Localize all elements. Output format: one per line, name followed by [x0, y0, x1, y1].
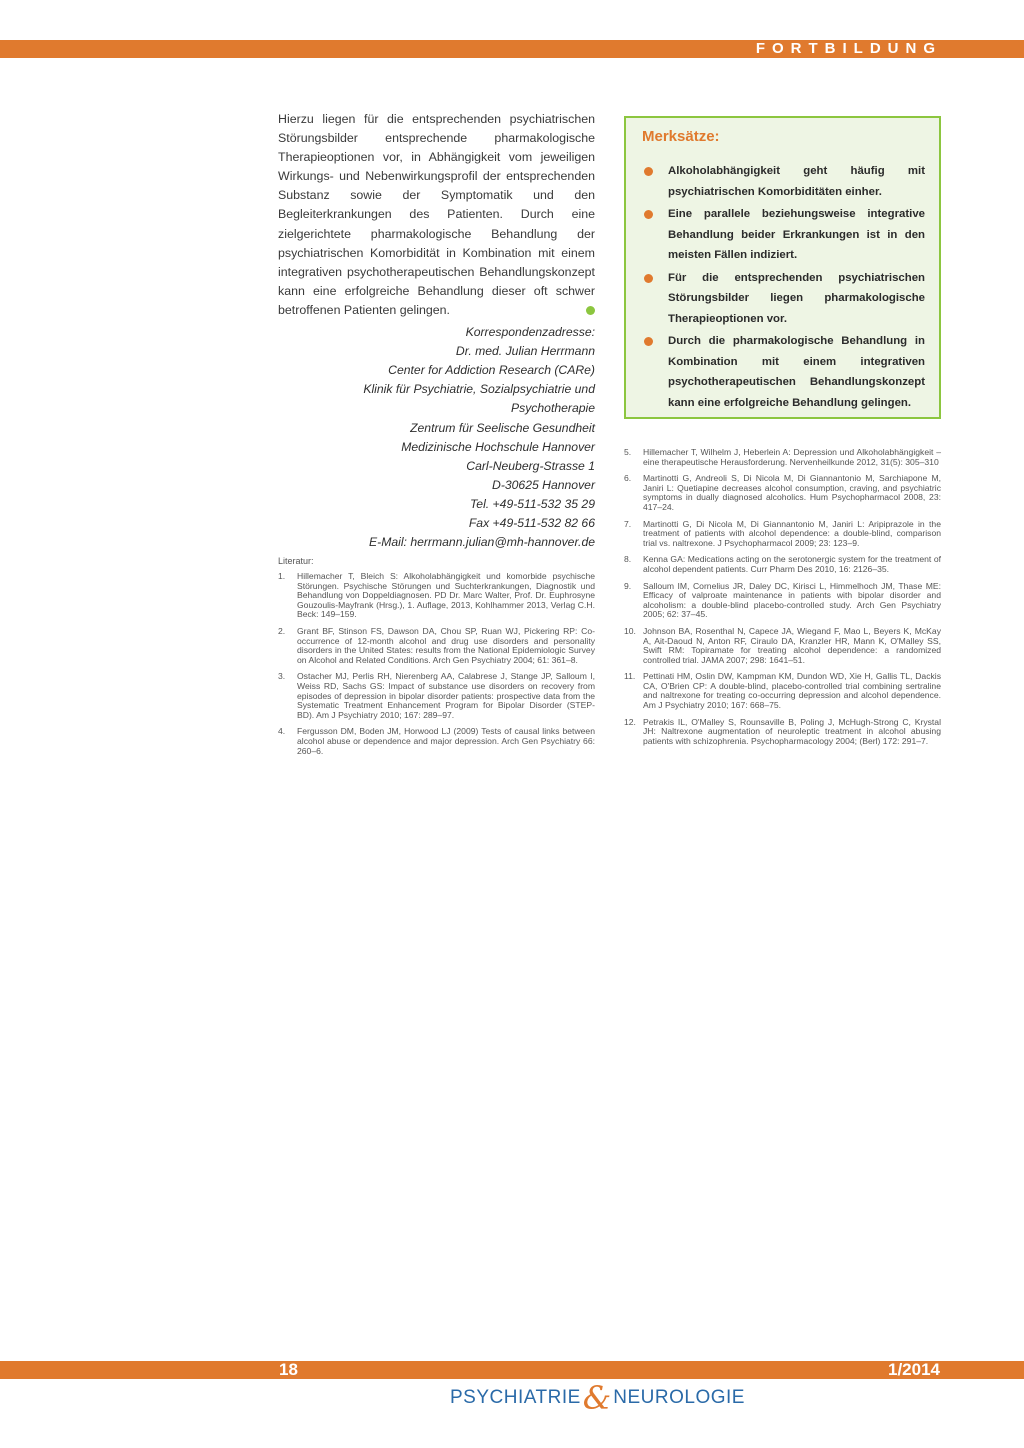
reference-item — [278, 727, 595, 756]
journal-name-left: PSYCHIATRIE — [450, 1387, 581, 1408]
merksatz-text: Alkoholabhängigkeit geht häufig mit psychiatrischen Komorbiditäten einher. — [668, 165, 925, 198]
merksatz-text: Durch die pharmakologische Behandlung in Kombination mit einem integrativen psychotherapeutischen Behandlungskonzept kann eine erfolgreiche Behandlung gelingen. — [668, 335, 925, 409]
merksatz-item — [642, 331, 925, 413]
body-paragraph — [278, 110, 595, 320]
reference-text: Salloum IM, Cornelius JR, Daley DC, Kirisci L, Himmelhoch JM, Thase ME: Efficacy of valproate maintenance in patients with bipolar disorder and alcoholism: a double-blind placebo-controlled study. Arch Gen Psychiatry 2005; 62: 37–45. — [643, 580, 941, 620]
reference-text: Hillemacher T, Bleich S: Alkoholabhängigkeit und komorbide psychische Störungen. Psychische Störungen und Suchterkrankungen, Diagnostik und Behandlung von Doppeldiagnosen. PD Dr. Marc Walter, Prof. Dr. Euphrosyne Gouzoulis-Mayfrank (Hrsg.), 1. Auflage, 2013, Kohlhammer 2013, Verlag C.H. Beck: 149–159. — [297, 571, 595, 620]
merksatz-item — [642, 204, 925, 266]
references-left — [278, 572, 595, 763]
reference-number: 9. — [624, 580, 632, 591]
merksatz-text: Eine parallele beziehungsweise integrative Behandlung beider Erkrankungen ist in den meisten Fällen indiziert. — [668, 208, 925, 261]
reference-item — [624, 582, 941, 620]
reference-number: 2. — [278, 625, 286, 636]
reference-text: Ostacher MJ, Perlis RH, Nierenberg AA, Calabrese J, Stange JP, Salloum I, Weiss RD, Sachs GS: Impact of substance use disorders on recovery from episodes of depression in bipolar disorder patients: prospective data from the Systematic Treatment Enhancement Program for Bipolar Disorder (STEP-BD). Am J Psychiatry 2010; 167: 289–97. — [297, 671, 595, 720]
reference-text: Grant BF, Stinson FS, Dawson DA, Chou SP, Ruan WJ, Pickering RP: Co-occurrence of 12-month alcohol and drug use disorders and personality disorders in the United States: results from the National Epidemiologic Survey on Alcohol and Related Conditions. Arch Gen Psychiatry 2004; 61: 361–8. — [297, 625, 595, 665]
ampersand-glyph: & — [582, 1379, 612, 1417]
issue-number: 1/2014 — [888, 1360, 940, 1379]
reference-number: 3. — [278, 671, 286, 682]
reference-number: 6. — [624, 473, 632, 484]
reference-number: 10. — [624, 625, 636, 636]
reference-number: 11. — [624, 671, 636, 682]
reference-number: 1. — [278, 571, 286, 581]
reference-number: 12. — [624, 716, 636, 727]
main-column — [278, 110, 595, 552]
merksatz-text: Für die entsprechenden psychiatrischen Störungsbilder liegen pharmakologische Therapieoptionen vor. — [668, 271, 925, 325]
reference-text: Kenna GA: Medications acting on the serotonergic system for the treatment of alcohol dependent patients. Curr Pharm Des 2010, 16: 2126–35. — [643, 554, 941, 574]
reference-item — [624, 555, 941, 574]
footer-bar — [0, 1361, 1024, 1379]
address-line: Zentrum für Seelische Gesundheit — [410, 420, 595, 435]
merksatz-item — [642, 268, 925, 330]
reference-item — [278, 672, 595, 720]
end-bullet-icon — [586, 306, 595, 315]
section-label: FORTBILDUNG — [755, 40, 942, 57]
reference-text: Fergusson DM, Boden JM, Horwood LJ (2009) Tests of causal links between alcohol abuse or dependence and major depression. Arch Gen Psychiatry 66: 260–6. — [297, 726, 595, 756]
address-line: Fax +49-511-532 82 66 — [468, 515, 595, 530]
address-line: Dr. med. Julian Herrmann — [455, 344, 595, 359]
references-heading: Literatur: — [278, 556, 314, 566]
page-number: 18 — [279, 1360, 298, 1379]
bullet-icon — [644, 274, 653, 283]
header-bar — [0, 40, 1024, 58]
journal-name-right: NEUROLOGIE — [613, 1387, 745, 1408]
reference-text: Johnson BA, Rosenthal N, Capece JA, Wiegand F, Mao L, Beyers K, McKay A, Ait-Daoud N, Anton RF, Ciraulo DA, Kranzler HR, Mann K, O'Malley SS, Swift RM: Topiramate for treating alcohol dependence: a randomized controlled trial. JAMA 2007; 298: 1641–51. — [643, 625, 941, 665]
reference-item — [624, 474, 941, 512]
address-line: Medizinische Hochschule Hannover — [401, 439, 595, 454]
reference-number: 7. — [624, 518, 632, 529]
body-text: Hierzu liegen für die entsprechenden psychiatrischen Störungsbilder entsprechende pharmakologische Therapieoptionen vor, in Abhängigkeit vom jeweiligen Wirkungs- und Nebenwirkungsprofil der entsprechenden Substanz sowie der Symptomatik und den Begleiterkrankungen des Patienten. Durch eine zielgerichtete pharmakologische Behandlung der psychiatrischen Komorbidität in Kombination mit einem integrativen psychotherapeutischen Behandlungskonzept kann eine erfolgreiche Behandlung dieser oft schwer betroffenen Patienten gelingen. — [278, 112, 595, 317]
reference-text: Martinotti G, Andreoli S, Di Nicola M, Di Giannantonio M, Sarchiapone M, Janiri L: Quetiapine decreases alcohol consumption, craving, and psychiatric symptoms in dually diagnosed alcoholics. Hum Psychopharmacol 2008, 23: 417–24. — [643, 473, 941, 512]
bullet-icon — [644, 337, 653, 346]
address-line: Center for Addiction Research (CARe) — [388, 363, 595, 378]
reference-number: 8. — [624, 554, 632, 565]
reference-item — [278, 572, 595, 620]
reference-item — [624, 672, 941, 710]
reference-text: Pettinati HM, Oslin DW, Kampman KM, Dundon WD, Xie H, Gallis TL, Dackis CA, O'Brien CP: A double-blind, placebo-controlled trial combining sertraline and naltrexone for treating co-occurring depression and alcohol dependence. Am J Psychiatry 2010; 167: 668–75. — [643, 671, 941, 711]
address-line: Klinik für Psychiatrie, Sozialpsychiatrie und Psychotherapie — [363, 382, 595, 416]
address-line: D-30625 Hannover — [492, 477, 595, 492]
reference-item — [624, 627, 941, 665]
merksaetze-box — [624, 116, 941, 419]
reference-item — [624, 448, 941, 467]
email-link[interactable]: E-Mail: herrmann.julian@mh-hannover.de — [369, 535, 595, 550]
reference-item — [624, 718, 941, 747]
reference-text: Petrakis IL, O'Malley S, Rounsaville B, Poling J, McHugh-Strong C, Krystal JH: Naltrexone augmentation of neuroleptic treatment in alcohol abusing patients with schizophrenia. Psychopharmacology 2004; (Berl) 172: 291–7. — [643, 716, 941, 746]
reference-item — [278, 627, 595, 665]
reference-number: 4. — [278, 726, 286, 737]
journal-logo — [450, 1379, 745, 1417]
address-heading: Korrespondenzadresse: — [465, 325, 595, 340]
references-right — [624, 448, 941, 753]
merksaetze-title: Merksätze: — [642, 128, 720, 145]
correspondence-address — [278, 323, 595, 552]
bullet-icon — [644, 210, 653, 219]
merksatz-item — [642, 161, 925, 202]
reference-text: Martinotti G, Di Nicola M, Di Giannantonio M, Janiri L: Aripiprazole in the treatment of patients with alcohol dependence: a double-blind, comparison trial vs. naltrexone. J Psychopharmacol 2009; 23: 123–9. — [643, 518, 941, 548]
bullet-icon — [644, 167, 653, 176]
reference-item — [624, 520, 941, 549]
reference-number: 5. — [624, 447, 632, 457]
address-line: Carl-Neuberg-Strasse 1 — [466, 458, 595, 473]
address-line: Tel. +49-511-532 35 29 — [469, 496, 595, 511]
reference-text: Hillemacher T, Wilhelm J, Heberlein A: Depression und Alkoholabhängigkeit – eine therapeutische Herausforderung. Nervenheilkunde 2012, 31(5): 305–310 — [643, 447, 941, 467]
